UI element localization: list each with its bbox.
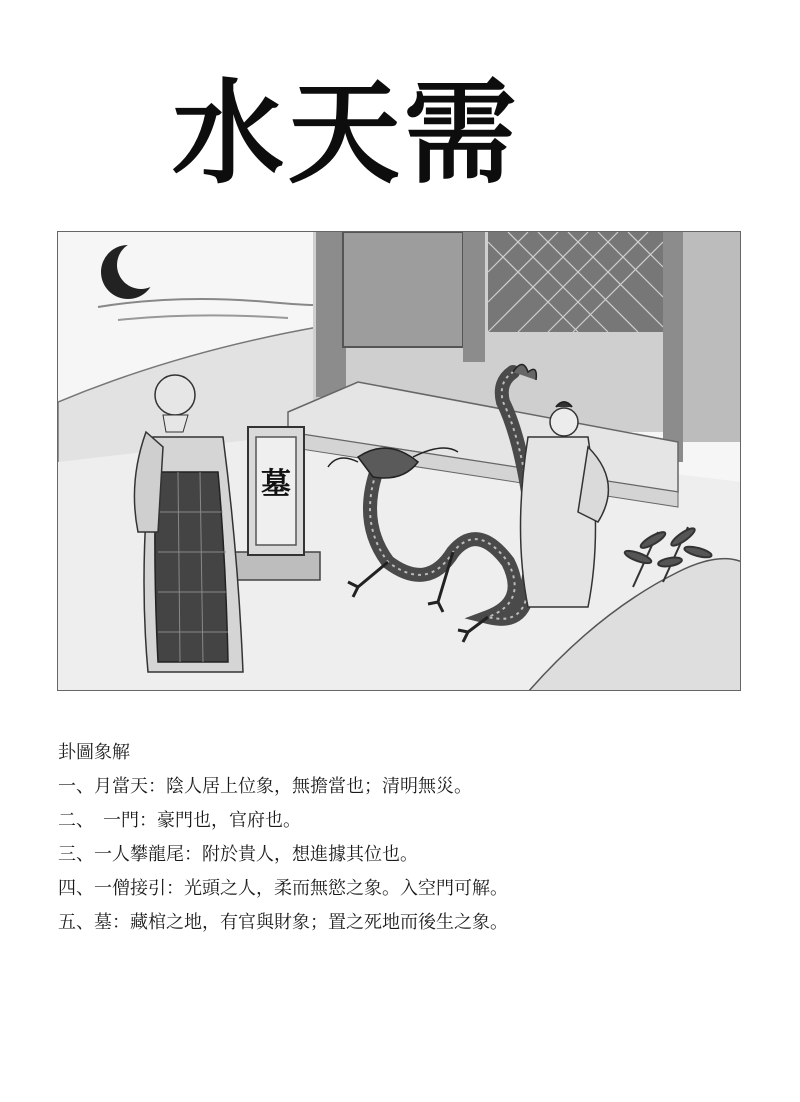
note-item: 五、墓：藏棺之地，有官與財象；置之死地而後生之象。 (58, 912, 508, 933)
page-title: 水天需 (172, 69, 520, 199)
note-item: 三、一人攀龍尾：附於貴人，想進據其位也。 (58, 844, 418, 865)
note-item: 一、月當天：陰人居上位象，無擔當也；清明無災。 (58, 776, 472, 797)
illustration-drawing (58, 232, 741, 691)
notes-heading: 卦圖象解 (58, 742, 130, 763)
interpretation-notes (58, 736, 758, 940)
lattice-window (488, 232, 663, 332)
hexagram-illustration (57, 231, 741, 691)
note-item: 四、一僧接引：光頭之人，柔而無慾之象。入空門可解。 (58, 878, 508, 899)
note-item: 二、 一門：豪門也，官府也。 (58, 810, 301, 831)
tomb-label: 墓 (261, 467, 291, 502)
